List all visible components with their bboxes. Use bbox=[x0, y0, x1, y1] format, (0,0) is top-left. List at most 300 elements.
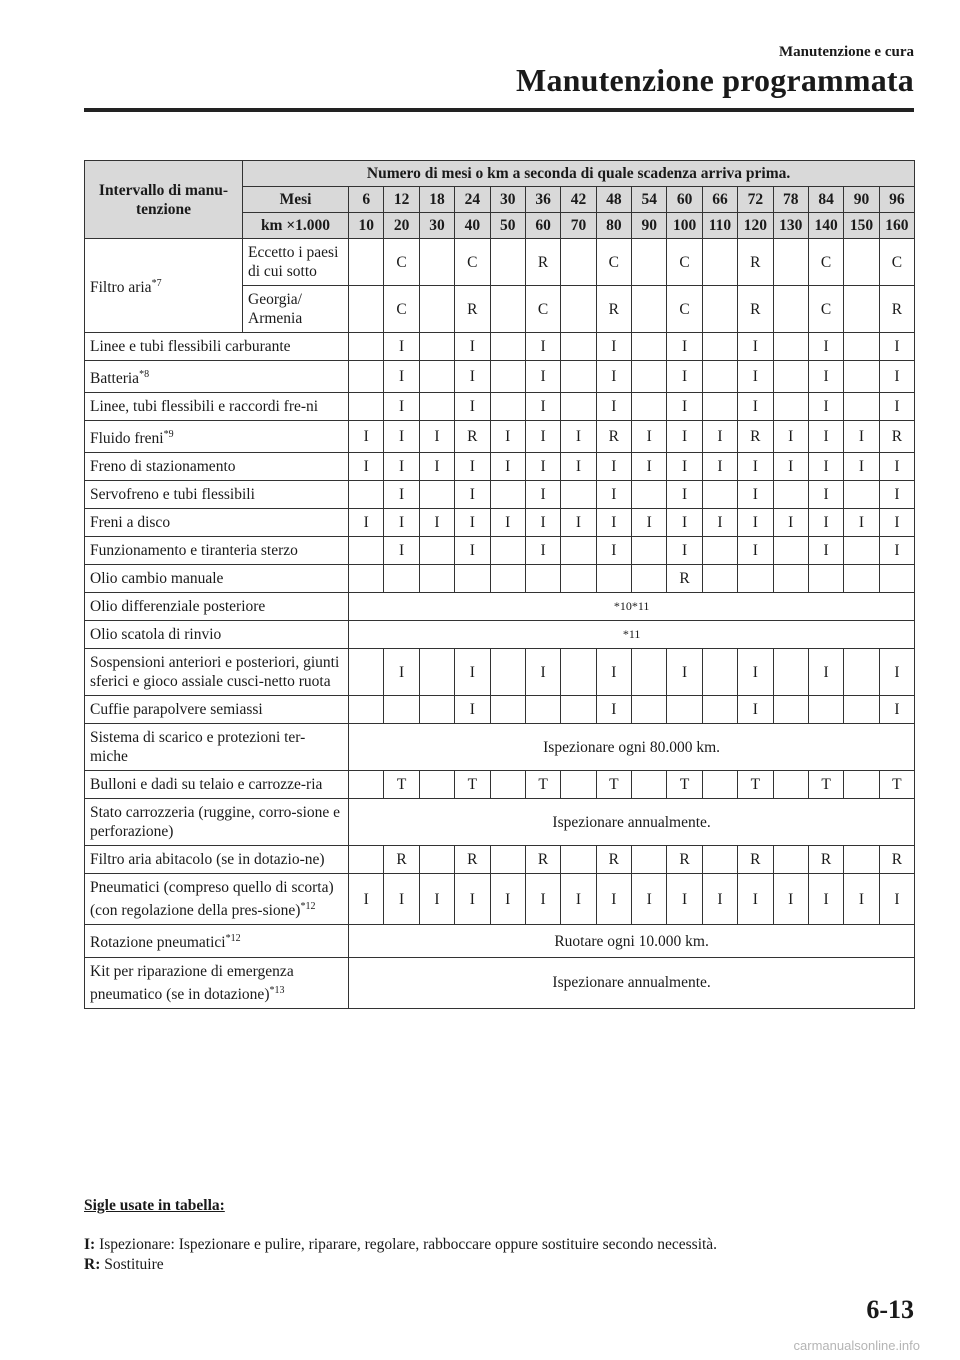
schedule-cell: I bbox=[525, 537, 560, 565]
schedule-cell: T bbox=[667, 771, 702, 799]
schedule-cell: I bbox=[844, 874, 879, 925]
schedule-cell: I bbox=[844, 453, 879, 481]
schedule-cell: I bbox=[879, 509, 915, 537]
schedule-cell: I bbox=[455, 874, 490, 925]
schedule-cell: T bbox=[808, 771, 843, 799]
row-label: Bulloni e dadi su telaio e carrozze-ria bbox=[85, 771, 349, 799]
schedule-cell bbox=[596, 565, 631, 593]
schedule-cell: I bbox=[596, 649, 631, 696]
schedule-cell: I bbox=[596, 453, 631, 481]
km-header: 20 bbox=[384, 213, 419, 239]
table-row bbox=[85, 874, 915, 925]
schedule-cell: I bbox=[844, 421, 879, 453]
schedule-cell: R bbox=[667, 846, 702, 874]
schedule-cell: I bbox=[702, 509, 737, 537]
schedule-cell: I bbox=[667, 333, 702, 361]
schedule-cell bbox=[632, 649, 667, 696]
schedule-cell: I bbox=[738, 481, 773, 509]
schedule-cell: I bbox=[808, 481, 843, 509]
month-header: 90 bbox=[844, 187, 879, 213]
schedule-cell: I bbox=[773, 453, 808, 481]
schedule-cell bbox=[773, 846, 808, 874]
schedule-cell: I bbox=[773, 421, 808, 453]
schedule-cell: I bbox=[561, 453, 596, 481]
schedule-cell: C bbox=[808, 286, 843, 333]
schedule-cell: I bbox=[702, 421, 737, 453]
km-header: 10 bbox=[349, 213, 384, 239]
schedule-cell bbox=[419, 537, 454, 565]
schedule-cell bbox=[561, 771, 596, 799]
schedule-cell bbox=[773, 239, 808, 286]
schedule-cell bbox=[349, 846, 384, 874]
table-row bbox=[85, 481, 915, 509]
schedule-cell: I bbox=[738, 696, 773, 724]
schedule-cell: C bbox=[596, 239, 631, 286]
schedule-cell: C bbox=[808, 239, 843, 286]
schedule-cell: I bbox=[349, 509, 384, 537]
row-label: Servofreno e tubi flessibili bbox=[85, 481, 349, 509]
schedule-cell: R bbox=[596, 846, 631, 874]
schedule-cell bbox=[490, 361, 525, 393]
schedule-cell: C bbox=[384, 239, 419, 286]
page-number: 6-13 bbox=[866, 1295, 914, 1324]
schedule-cell bbox=[844, 286, 879, 333]
schedule-cell: I bbox=[490, 874, 525, 925]
schedule-cell bbox=[773, 333, 808, 361]
km-header: 70 bbox=[561, 213, 596, 239]
schedule-cell: I bbox=[808, 421, 843, 453]
schedule-cell: I bbox=[879, 361, 915, 393]
schedule-cell bbox=[773, 696, 808, 724]
schedule-cell: I bbox=[455, 537, 490, 565]
schedule-cell: R bbox=[525, 239, 560, 286]
schedule-cell: I bbox=[525, 874, 560, 925]
schedule-cell bbox=[419, 333, 454, 361]
schedule-cell: I bbox=[490, 453, 525, 481]
table-row bbox=[85, 925, 915, 957]
schedule-cell bbox=[349, 696, 384, 724]
schedule-cell bbox=[844, 481, 879, 509]
schedule-cell bbox=[490, 537, 525, 565]
schedule-cell bbox=[349, 361, 384, 393]
month-header: 18 bbox=[419, 187, 454, 213]
schedule-cell: I bbox=[808, 393, 843, 421]
schedule-cell: I bbox=[738, 649, 773, 696]
schedule-cell: I bbox=[384, 333, 419, 361]
schedule-cell: I bbox=[808, 874, 843, 925]
schedule-cell bbox=[702, 565, 737, 593]
schedule-cell bbox=[419, 361, 454, 393]
schedule-cell bbox=[738, 565, 773, 593]
schedule-cell bbox=[702, 286, 737, 333]
schedule-cell bbox=[349, 286, 384, 333]
section-title: Manutenzione e cura bbox=[779, 44, 914, 60]
schedule-cell: I bbox=[879, 696, 915, 724]
row-label: Rotazione pneumatici$^{*12}$ bbox=[85, 925, 349, 957]
schedule-cell: I bbox=[455, 393, 490, 421]
month-header: 84 bbox=[808, 187, 843, 213]
schedule-cell: I bbox=[632, 874, 667, 925]
month-header: 30 bbox=[490, 187, 525, 213]
table-row bbox=[85, 724, 915, 771]
schedule-cell: I bbox=[596, 537, 631, 565]
table-row bbox=[85, 593, 915, 621]
schedule-cell bbox=[702, 537, 737, 565]
schedule-cell bbox=[561, 333, 596, 361]
months-label: Mesi bbox=[243, 187, 349, 213]
schedule-cell bbox=[349, 333, 384, 361]
schedule-cell: I bbox=[525, 453, 560, 481]
schedule-cell bbox=[490, 649, 525, 696]
watermark: carmanualsonline.info bbox=[793, 1338, 920, 1353]
schedule-cell: I bbox=[525, 421, 560, 453]
month-header: 48 bbox=[596, 187, 631, 213]
legend-text: Ispezionare: Ispezionare e pulire, riparare, regolare, rabboccare oppure sostituire secondo necessità. bbox=[99, 1236, 718, 1253]
maintenance-schedule-table bbox=[84, 160, 915, 1009]
schedule-cell bbox=[349, 393, 384, 421]
schedule-cell bbox=[561, 537, 596, 565]
km-header: 140 bbox=[808, 213, 843, 239]
schedule-span-cell: Ruotare ogni 10.000 km. bbox=[349, 925, 915, 957]
schedule-cell: I bbox=[879, 481, 915, 509]
schedule-cell: I bbox=[738, 333, 773, 361]
month-header: 36 bbox=[525, 187, 560, 213]
schedule-cell: R bbox=[667, 565, 702, 593]
schedule-cell bbox=[490, 481, 525, 509]
schedule-cell bbox=[561, 393, 596, 421]
km-header: 130 bbox=[773, 213, 808, 239]
schedule-cell bbox=[419, 771, 454, 799]
schedule-cell bbox=[844, 361, 879, 393]
schedule-cell bbox=[419, 846, 454, 874]
schedule-cell: I bbox=[596, 481, 631, 509]
km-header: 40 bbox=[455, 213, 490, 239]
row-label: Freno di stazionamento bbox=[85, 453, 349, 481]
schedule-cell bbox=[844, 393, 879, 421]
row-label: Fluido freni$^{*9}$ bbox=[85, 421, 349, 453]
schedule-cell: R bbox=[738, 239, 773, 286]
row-label: Olio differenziale posteriore bbox=[85, 593, 349, 621]
schedule-cell: I bbox=[879, 649, 915, 696]
schedule-cell bbox=[773, 537, 808, 565]
schedule-cell: T bbox=[738, 771, 773, 799]
schedule-cell: I bbox=[596, 696, 631, 724]
schedule-cell bbox=[773, 771, 808, 799]
schedule-span-cell: Ispezionare annualmente. bbox=[349, 957, 915, 1008]
schedule-cell: C bbox=[879, 239, 915, 286]
schedule-cell: T bbox=[384, 771, 419, 799]
table-row bbox=[85, 846, 915, 874]
schedule-cell bbox=[879, 565, 915, 593]
interval-group-header: Numero di mesi o km a seconda di quale scadenza arriva prima. bbox=[243, 161, 915, 187]
km-header: 50 bbox=[490, 213, 525, 239]
corner-header: Intervallo di manu-tenzione bbox=[85, 161, 243, 239]
schedule-cell bbox=[384, 565, 419, 593]
month-header: 42 bbox=[561, 187, 596, 213]
schedule-cell bbox=[632, 696, 667, 724]
schedule-cell: T bbox=[596, 771, 631, 799]
schedule-cell: I bbox=[455, 361, 490, 393]
month-header: 24 bbox=[455, 187, 490, 213]
row-label: Filtro aria abitacolo (se in dotazio-ne) bbox=[85, 846, 349, 874]
schedule-cell: I bbox=[349, 874, 384, 925]
schedule-cell: I bbox=[738, 361, 773, 393]
schedule-cell: R bbox=[738, 286, 773, 333]
schedule-cell bbox=[702, 361, 737, 393]
schedule-cell: I bbox=[667, 421, 702, 453]
row-label: Linee, tubi flessibili e raccordi fre-ni bbox=[85, 393, 349, 421]
schedule-cell: R bbox=[455, 286, 490, 333]
schedule-cell: R bbox=[879, 286, 915, 333]
schedule-cell: I bbox=[596, 361, 631, 393]
schedule-cell bbox=[419, 565, 454, 593]
schedule-cell: I bbox=[808, 453, 843, 481]
schedule-cell: I bbox=[525, 649, 560, 696]
table-row bbox=[85, 537, 915, 565]
schedule-cell: I bbox=[702, 453, 737, 481]
schedule-cell: I bbox=[384, 509, 419, 537]
row-label: Batteria$^{*8}$ bbox=[85, 361, 349, 393]
schedule-cell: I bbox=[525, 481, 560, 509]
schedule-cell bbox=[349, 481, 384, 509]
row-label: Sistema di scarico e protezioni ter-miche bbox=[85, 724, 349, 771]
schedule-cell: R bbox=[596, 421, 631, 453]
table-row bbox=[85, 621, 915, 649]
month-header: 60 bbox=[667, 187, 702, 213]
month-header: 54 bbox=[632, 187, 667, 213]
schedule-cell bbox=[773, 565, 808, 593]
schedule-cell: R bbox=[738, 421, 773, 453]
schedule-cell: I bbox=[808, 361, 843, 393]
schedule-cell: I bbox=[879, 537, 915, 565]
row-label: Freni a disco bbox=[85, 509, 349, 537]
schedule-cell bbox=[632, 846, 667, 874]
month-header: 72 bbox=[738, 187, 773, 213]
schedule-cell bbox=[349, 239, 384, 286]
schedule-cell bbox=[490, 771, 525, 799]
schedule-cell: I bbox=[419, 421, 454, 453]
schedule-cell bbox=[490, 239, 525, 286]
schedule-cell bbox=[844, 649, 879, 696]
schedule-cell: I bbox=[879, 333, 915, 361]
schedule-cell: I bbox=[596, 393, 631, 421]
page-title: Manutenzione programmata bbox=[516, 62, 914, 98]
legend-item-inspect bbox=[84, 1236, 717, 1254]
schedule-cell: I bbox=[384, 874, 419, 925]
schedule-cell: I bbox=[384, 481, 419, 509]
schedule-cell: I bbox=[702, 874, 737, 925]
schedule-cell: I bbox=[349, 453, 384, 481]
schedule-cell: I bbox=[808, 509, 843, 537]
schedule-cell bbox=[561, 696, 596, 724]
schedule-cell bbox=[490, 393, 525, 421]
schedule-cell: I bbox=[667, 509, 702, 537]
schedule-cell: I bbox=[879, 453, 915, 481]
schedule-cell: I bbox=[844, 509, 879, 537]
schedule-cell bbox=[808, 565, 843, 593]
schedule-cell: I bbox=[667, 649, 702, 696]
schedule-cell: I bbox=[667, 481, 702, 509]
schedule-cell: I bbox=[596, 874, 631, 925]
table-row bbox=[85, 649, 915, 696]
schedule-cell bbox=[561, 649, 596, 696]
schedule-cell: C bbox=[667, 286, 702, 333]
schedule-cell: R bbox=[808, 846, 843, 874]
schedule-cell bbox=[632, 537, 667, 565]
schedule-cell: I bbox=[738, 453, 773, 481]
row-label: Stato carrozzeria (ruggine, corro-sione e perforazione) bbox=[85, 799, 349, 846]
schedule-cell: I bbox=[561, 509, 596, 537]
schedule-cell: I bbox=[667, 537, 702, 565]
schedule-cell bbox=[349, 771, 384, 799]
schedule-cell bbox=[702, 239, 737, 286]
month-header: 66 bbox=[702, 187, 737, 213]
schedule-cell: C bbox=[525, 286, 560, 333]
schedule-cell bbox=[844, 771, 879, 799]
schedule-cell bbox=[490, 286, 525, 333]
schedule-cell: I bbox=[561, 421, 596, 453]
schedule-cell bbox=[702, 846, 737, 874]
schedule-cell: I bbox=[490, 509, 525, 537]
schedule-cell bbox=[490, 333, 525, 361]
schedule-cell: I bbox=[455, 696, 490, 724]
row-label: Olio scatola di rinvio bbox=[85, 621, 349, 649]
schedule-cell: R bbox=[455, 846, 490, 874]
schedule-cell: I bbox=[738, 874, 773, 925]
schedule-cell bbox=[561, 565, 596, 593]
table-row bbox=[85, 771, 915, 799]
schedule-cell: I bbox=[667, 361, 702, 393]
row-label: Linee e tubi flessibili carburante bbox=[85, 333, 349, 361]
schedule-cell: R bbox=[596, 286, 631, 333]
schedule-cell bbox=[702, 393, 737, 421]
schedule-cell bbox=[702, 333, 737, 361]
schedule-cell: I bbox=[384, 393, 419, 421]
month-header: 6 bbox=[349, 187, 384, 213]
schedule-span-cell: Ispezionare annualmente. bbox=[349, 799, 915, 846]
schedule-cell: I bbox=[632, 421, 667, 453]
km-header: 100 bbox=[667, 213, 702, 239]
schedule-cell: I bbox=[455, 481, 490, 509]
footnote-ref: *7 bbox=[151, 277, 162, 289]
schedule-cell bbox=[773, 649, 808, 696]
schedule-span-cell: Ispezionare ogni 80.000 km. bbox=[349, 724, 915, 771]
table-row bbox=[85, 421, 915, 453]
schedule-cell: I bbox=[773, 509, 808, 537]
schedule-cell: I bbox=[808, 649, 843, 696]
km-header: 90 bbox=[632, 213, 667, 239]
table-row bbox=[85, 361, 915, 393]
schedule-cell bbox=[384, 696, 419, 724]
table-row bbox=[85, 239, 915, 286]
table-row bbox=[85, 957, 915, 1008]
schedule-cell bbox=[773, 361, 808, 393]
schedule-cell: C bbox=[667, 239, 702, 286]
schedule-cell: I bbox=[879, 393, 915, 421]
schedule-cell bbox=[667, 696, 702, 724]
km-header: 30 bbox=[419, 213, 454, 239]
schedule-cell bbox=[632, 565, 667, 593]
schedule-cell: I bbox=[808, 333, 843, 361]
month-header: 96 bbox=[879, 187, 915, 213]
table-row bbox=[85, 333, 915, 361]
schedule-cell bbox=[702, 696, 737, 724]
month-header: 78 bbox=[773, 187, 808, 213]
row-label: Cuffie parapolvere semiassi bbox=[85, 696, 349, 724]
schedule-cell bbox=[419, 239, 454, 286]
schedule-cell: I bbox=[667, 453, 702, 481]
schedule-cell bbox=[525, 565, 560, 593]
schedule-cell: I bbox=[738, 537, 773, 565]
km-header: 120 bbox=[738, 213, 773, 239]
schedule-cell: I bbox=[419, 874, 454, 925]
table-row bbox=[85, 696, 915, 724]
row-sublabel: Eccetto i paesi di cui sotto bbox=[243, 239, 349, 286]
km-label: km ×1.000 bbox=[243, 213, 349, 239]
row-sublabel: Georgia/ Armenia bbox=[243, 286, 349, 333]
schedule-cell: R bbox=[384, 846, 419, 874]
schedule-cell: I bbox=[738, 509, 773, 537]
schedule-cell bbox=[349, 537, 384, 565]
schedule-cell: T bbox=[879, 771, 915, 799]
schedule-cell: I bbox=[879, 874, 915, 925]
schedule-cell: R bbox=[525, 846, 560, 874]
schedule-cell bbox=[490, 846, 525, 874]
schedule-cell: I bbox=[525, 333, 560, 361]
schedule-cell bbox=[419, 393, 454, 421]
schedule-cell: I bbox=[455, 453, 490, 481]
schedule-cell: I bbox=[384, 537, 419, 565]
schedule-cell: I bbox=[419, 453, 454, 481]
schedule-cell bbox=[561, 481, 596, 509]
schedule-cell: I bbox=[773, 874, 808, 925]
schedule-cell: T bbox=[455, 771, 490, 799]
schedule-cell: C bbox=[384, 286, 419, 333]
schedule-cell: I bbox=[596, 333, 631, 361]
legend-key: R: bbox=[84, 1256, 101, 1273]
schedule-cell bbox=[702, 481, 737, 509]
schedule-cell: R bbox=[879, 846, 915, 874]
schedule-cell bbox=[419, 286, 454, 333]
schedule-cell: I bbox=[490, 421, 525, 453]
schedule-cell bbox=[525, 696, 560, 724]
schedule-cell: I bbox=[384, 361, 419, 393]
schedule-cell: I bbox=[632, 509, 667, 537]
km-header: 110 bbox=[702, 213, 737, 239]
row-label: Olio cambio manuale bbox=[85, 565, 349, 593]
schedule-cell bbox=[844, 333, 879, 361]
schedule-cell bbox=[561, 846, 596, 874]
schedule-cell bbox=[490, 696, 525, 724]
schedule-cell: R bbox=[738, 846, 773, 874]
schedule-cell bbox=[632, 361, 667, 393]
schedule-cell bbox=[349, 565, 384, 593]
schedule-cell: I bbox=[384, 649, 419, 696]
footnote-ref: *12 bbox=[225, 933, 241, 945]
schedule-cell: T bbox=[525, 771, 560, 799]
table-row bbox=[85, 799, 915, 846]
table-row bbox=[85, 453, 915, 481]
schedule-cell bbox=[490, 565, 525, 593]
schedule-cell: I bbox=[738, 393, 773, 421]
schedule-cell: I bbox=[561, 874, 596, 925]
schedule-cell bbox=[561, 361, 596, 393]
schedule-cell bbox=[632, 771, 667, 799]
schedule-cell: I bbox=[525, 509, 560, 537]
schedule-cell: C bbox=[455, 239, 490, 286]
legend-text: Sostituire bbox=[104, 1256, 164, 1273]
footnote-ref: *9 bbox=[163, 429, 174, 441]
